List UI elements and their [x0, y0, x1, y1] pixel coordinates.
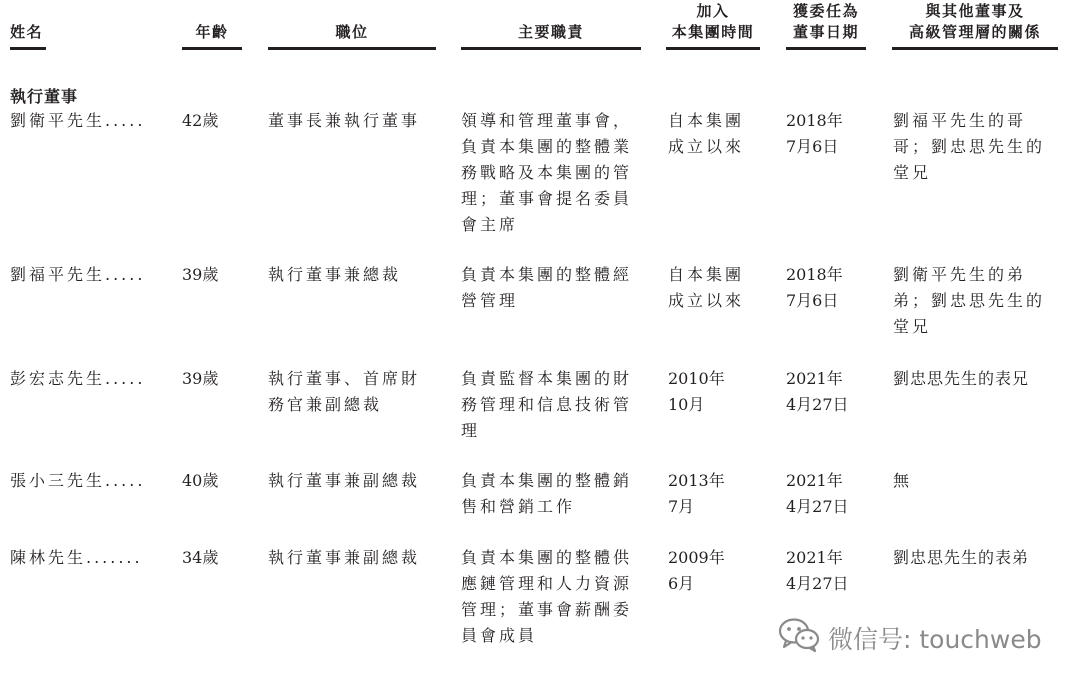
- director-age: 40歲: [182, 471, 219, 490]
- director-position: 董事長兼執行董事: [268, 111, 421, 130]
- relationship: 劉衛平先生的弟 弟；劉忠思先生的 堂兄: [893, 265, 1046, 336]
- director-age: 42歲: [182, 111, 219, 130]
- appointment-date: 2018年 7月6日: [786, 111, 843, 156]
- director-name: 劉衛平先生.....: [10, 111, 146, 130]
- relationship: 劉忠思先生的表兄: [893, 369, 1030, 388]
- join-date: 2009年 6月: [668, 548, 725, 593]
- header-age: 年齡: [182, 0, 242, 46]
- watermark-text: 微信号: touchweb: [828, 625, 1042, 654]
- director-duties: 負責本集團的整體經 營管理: [461, 265, 633, 310]
- header-rule: [461, 47, 641, 50]
- director-position: 執行董事兼副總裁: [268, 471, 421, 490]
- director-duties: 領導和管理董事會， 負責本集團的整體業 務戰略及本集團的管 理；董事會提名委員 會主席: [461, 111, 633, 234]
- director-name: 彭宏志先生.....: [10, 369, 146, 388]
- appointment-date: 2021年 4月27日: [786, 471, 849, 516]
- header-rule: [892, 47, 1058, 50]
- header-rule: [666, 47, 760, 50]
- header-name: 姓名: [10, 0, 46, 46]
- section-title: 執行董事: [10, 87, 79, 106]
- header-relationship: 與其他董事及 高級管理層的關係: [892, 0, 1058, 46]
- header-rule: [182, 47, 242, 50]
- header-duties: 主要職責: [461, 0, 641, 46]
- director-age: 39歲: [182, 265, 219, 284]
- header-rule: [10, 47, 46, 50]
- header-position: 職位: [268, 0, 436, 46]
- header-join-date: 加入 本集團時間: [666, 0, 760, 46]
- director-position: 執行董事、首席財 務官兼副總裁: [268, 369, 421, 414]
- watermark: [778, 616, 1042, 660]
- director-duties: 負責監督本集團的財 務管理和信息技術管 理: [461, 369, 633, 440]
- appointment-date: 2018年 7月6日: [786, 265, 843, 310]
- relationship: 無: [893, 471, 913, 490]
- director-name: 劉福平先生.....: [10, 265, 146, 284]
- appointment-date: 2021年 4月27日: [786, 369, 849, 414]
- director-age: 39歲: [182, 369, 219, 388]
- wechat-icon: [778, 617, 820, 659]
- director-name: 陳林先生.......: [10, 548, 143, 567]
- relationship: 劉忠思先生的表弟: [893, 548, 1030, 567]
- join-date: 自本集團 成立以來: [668, 111, 745, 156]
- director-position: 執行董事兼副總裁: [268, 548, 421, 567]
- header-appointment-date: 獲委任為 董事日期: [786, 0, 866, 46]
- relationship: 劉福平先生的哥 哥；劉忠思先生的 堂兄: [893, 111, 1046, 182]
- director-position: 執行董事兼總裁: [268, 265, 402, 284]
- join-date: 2010年 10月: [668, 369, 725, 414]
- header-rule: [268, 47, 436, 50]
- join-date: 2013年 7月: [668, 471, 725, 516]
- appointment-date: 2021年 4月27日: [786, 548, 849, 593]
- director-name: 張小三先生.....: [10, 471, 146, 490]
- header-rule: [786, 47, 866, 50]
- director-duties: 負責本集團的整體銷 售和營銷工作: [461, 471, 633, 516]
- director-age: 34歲: [182, 548, 219, 567]
- director-duties: 負責本集團的整體供 應鏈管理和人力資源 管理；董事會薪酬委 員會成員: [461, 548, 633, 645]
- join-date: 自本集團 成立以來: [668, 265, 745, 310]
